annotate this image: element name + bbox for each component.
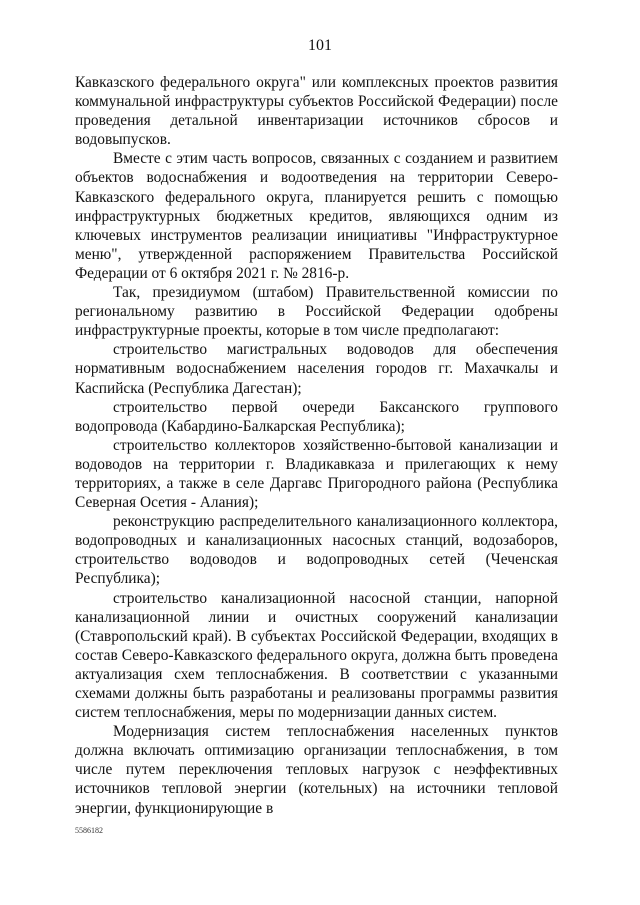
paragraph-continuation: Кавказского федерального округа" или комплексных проектов развития коммунальной инфраструктуры субъектов Российской Федерации) после проведения детальной инвентаризации источников сбросов и водовыпусков. xyxy=(75,74,558,149)
list-item-paragraph: строительство коллекторов хозяйственно-бытовой канализации и водоводов на территории г. Владикавказа и прилегающих к нему территориях, а также в селе Даргавс Пригородного района (Республика Северная Осетия - Алания); xyxy=(75,436,558,512)
list-item-paragraph: строительство первой очереди Баксанского группового водопровода (Кабардино-Балкарская Республика); xyxy=(75,398,558,435)
document-body xyxy=(75,73,558,818)
list-item-paragraph: строительство канализационной насосной станции, напорной канализационной линии и очистных сооружений канализации (Ставропольский край). В субъектах Российской Федерации, входящих в состав Северо-Кавказского федерального округа, должна быть проведена актуализация схем теплоснабжения. В соответствии с указанными схемами должны быть разработаны и реализованы программы развития систем теплоснабжения, меры по модернизации данных систем. xyxy=(75,589,558,722)
list-item-paragraph: реконструкцию распределительного канализационного коллектора, водопроводных и канализационных насосных станций, водозаборов, строительство водоводов и водопроводных сетей (Чеченская Республика); xyxy=(75,513,558,588)
paragraph: Модернизация систем теплоснабжения населенных пунктов должна включать оптимизацию организации теплоснабжения, в том числе путем переключения тепловых нагрузок с неэффективных источников тепловой энергии (котельных) на источники тепловой энергии, функционирующие в xyxy=(75,723,558,817)
list-item-paragraph: строительство магистральных водоводов для обеспечения нормативным водоснабжением населения городов гг. Махачкалы и Каспийска (Республика Дагестан); xyxy=(75,341,558,397)
paragraph: Так, президиумом (штабом) Правительственной комиссии по региональному развитию в Российской Федерации одобрены инфраструктурные проекты, которые в том числе предполагают: xyxy=(75,284,558,340)
page-number: 101 xyxy=(308,37,332,54)
document-id: 5586182 xyxy=(75,826,103,835)
paragraph: Вместе с этим часть вопросов, связанных с созданием и развитием объектов водоснабжения и водоотведения на территории Северо-Кавказского федерального округа, планируется решить с помощью инфраструктурных бюджетных кредитов, являющихся одним из ключевых инструментов реализации инициативы "Инфраструктурное меню", утвержденной распоряжением Правительства Российской Федерации от 6 октября 2021 г. № 2816-р. xyxy=(75,150,558,282)
